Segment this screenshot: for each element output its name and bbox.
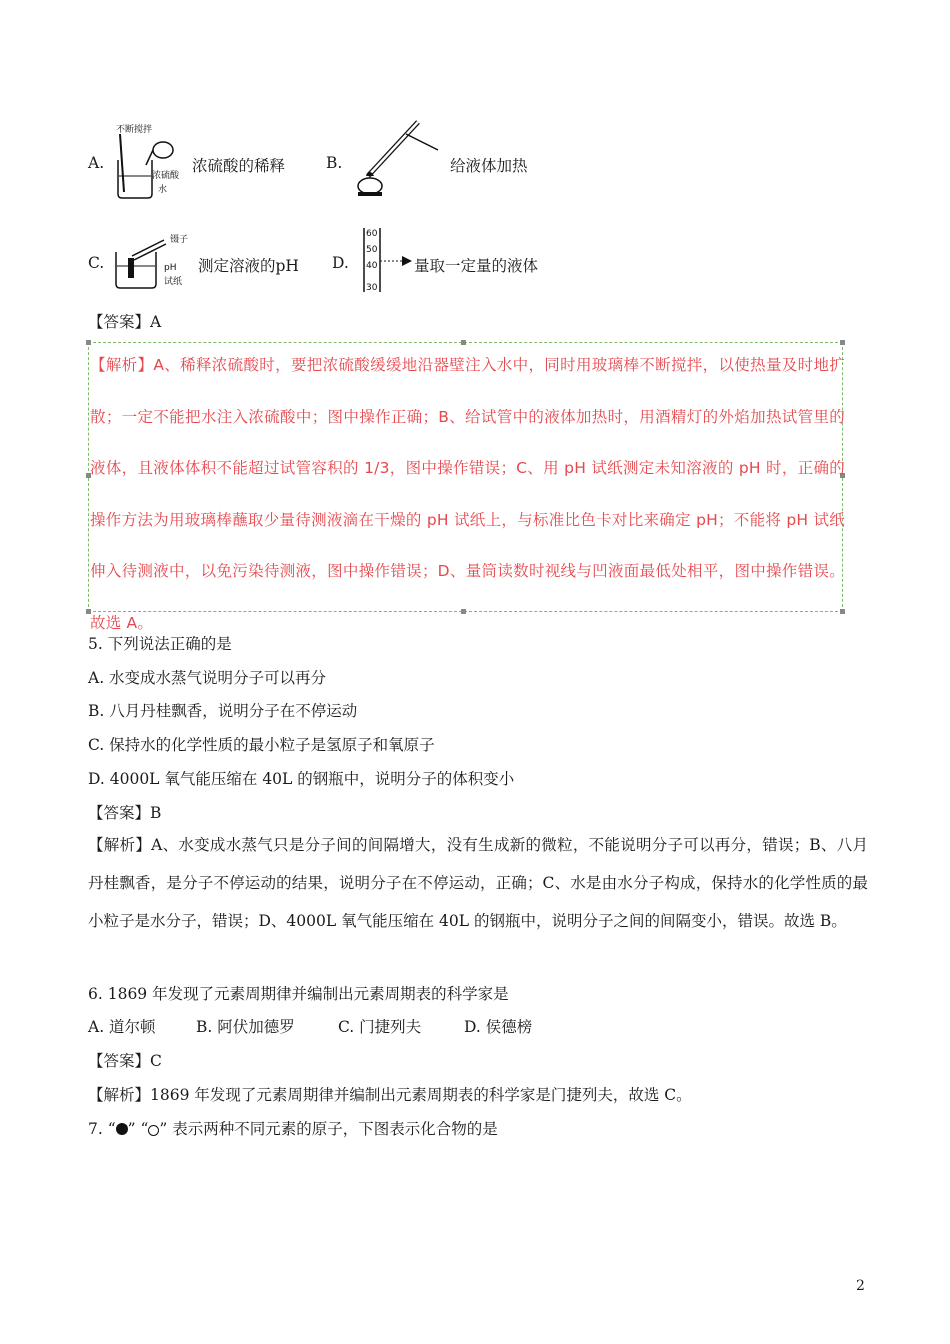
q5-option-c: C. 保持水的化学性质的最小粒子是氢原子和氧原子	[88, 736, 435, 754]
page-number: 2	[856, 1278, 865, 1294]
ph-label: pH	[164, 263, 177, 273]
q7-suffix: ” 表示两种不同元素的原子，下图表示化合物的是	[159, 1120, 498, 1138]
q7-stem	[88, 1119, 498, 1139]
q6-option-b: B. 阿伏加德罗	[196, 1018, 295, 1036]
paper-label: 试纸	[164, 277, 183, 287]
q4-answer: 【答案】A	[88, 313, 162, 331]
tick-40: 40	[366, 261, 378, 271]
option-a-letter: A.	[88, 154, 105, 172]
water-label: 水	[158, 185, 168, 195]
stir-label: 不断搅拌	[116, 125, 153, 135]
q5-stem: 5. 下列说法正确的是	[88, 635, 232, 653]
q5-option-a: A. 水变成水蒸气说明分子可以再分	[88, 669, 327, 687]
tick-60: 60	[366, 229, 378, 239]
q5-analysis: 【解析】A、水变成水蒸气只是分子间的间隔增大，没有生成新的微粒，不能说明分子可以再分，错误；B、八月丹桂飘香，是分子不停运动的结果，说明分子在不停运动，正确；C、水是由水分子构成，保持水的化学性质的最小粒子是水分子，错误；D、4000L 氧气能压缩在 40L 的钢瓶中，说明分子之间的间隔变小，错误。故选 B。	[88, 836, 868, 930]
option-c-text: 测定溶液的pH	[198, 257, 299, 275]
q5-option-b: B. 八月丹桂飘香，说明分子在不停运动	[88, 702, 358, 720]
q6-analysis: 【解析】1869 年发现了元素周期律并编制出元素周期表的科学家是门捷列夫，故选 C。	[88, 1086, 692, 1104]
q5-option-d: D. 4000L 氧气能压缩在 40L 的钢瓶中，说明分子的体积变小	[88, 770, 515, 788]
q6-option-d: D. 侯德榜	[464, 1018, 533, 1036]
q4-analysis: 【解析】A、稀释浓硫酸时，要把浓硫酸缓缓地沿器壁注入水中，同时用玻璃棒不断搅拌，以使热量及时地扩散；一定不能把水注入浓硫酸中；图中操作正确；B、给试管中的液体加热时，用酒精灯的外焰加热试管里的液体，且液体体积不能超过试管容积的 1/3，图中操作错误；C、用 pH 试纸测定未知溶液的 pH 时，正确的操作方法为用玻璃棒蘸取少量待测液滴在干燥的 pH 试纸上，与标准比色卡对比来确定 pH；不能将 pH 试纸伸入待测液中，以免污染待测液，图中操作错误；D、量筒读数时视线与凹液面最低处相平，图中操作错误。故选 A。	[90, 356, 845, 632]
option-d-text: 量取一定量的液体	[414, 257, 539, 275]
acid-label: 浓硫酸	[152, 171, 180, 181]
q7-prefix: 7. “	[88, 1120, 116, 1138]
q7-middle: ” “	[127, 1120, 149, 1138]
heating-diagram	[348, 114, 448, 200]
tick-50: 50	[366, 245, 378, 255]
tweezers-label: 镊子	[170, 235, 189, 245]
q6-stem: 6. 1869 年发现了元素周期律并编制出元素周期表的科学家是	[88, 985, 509, 1003]
dilution-diagram	[108, 120, 193, 200]
option-d-letter: D.	[332, 254, 349, 272]
tick-30: 30	[366, 283, 378, 293]
q6-option-a: A. 道尔顿	[88, 1018, 156, 1036]
ph-test-diagram	[112, 228, 197, 290]
q6-answer: 【答案】C	[88, 1052, 162, 1070]
q6-option-c: C. 门捷列夫	[338, 1018, 422, 1036]
q5-answer: 【答案】B	[88, 804, 162, 822]
option-c-letter: C.	[88, 254, 105, 272]
option-b-letter: B.	[326, 154, 343, 172]
option-a-text: 浓硫酸的稀释	[192, 157, 286, 175]
cylinder-diagram	[358, 226, 414, 294]
white-atom-icon	[148, 1125, 159, 1136]
black-atom-icon	[116, 1123, 128, 1135]
option-b-text: 给液体加热	[450, 157, 528, 175]
